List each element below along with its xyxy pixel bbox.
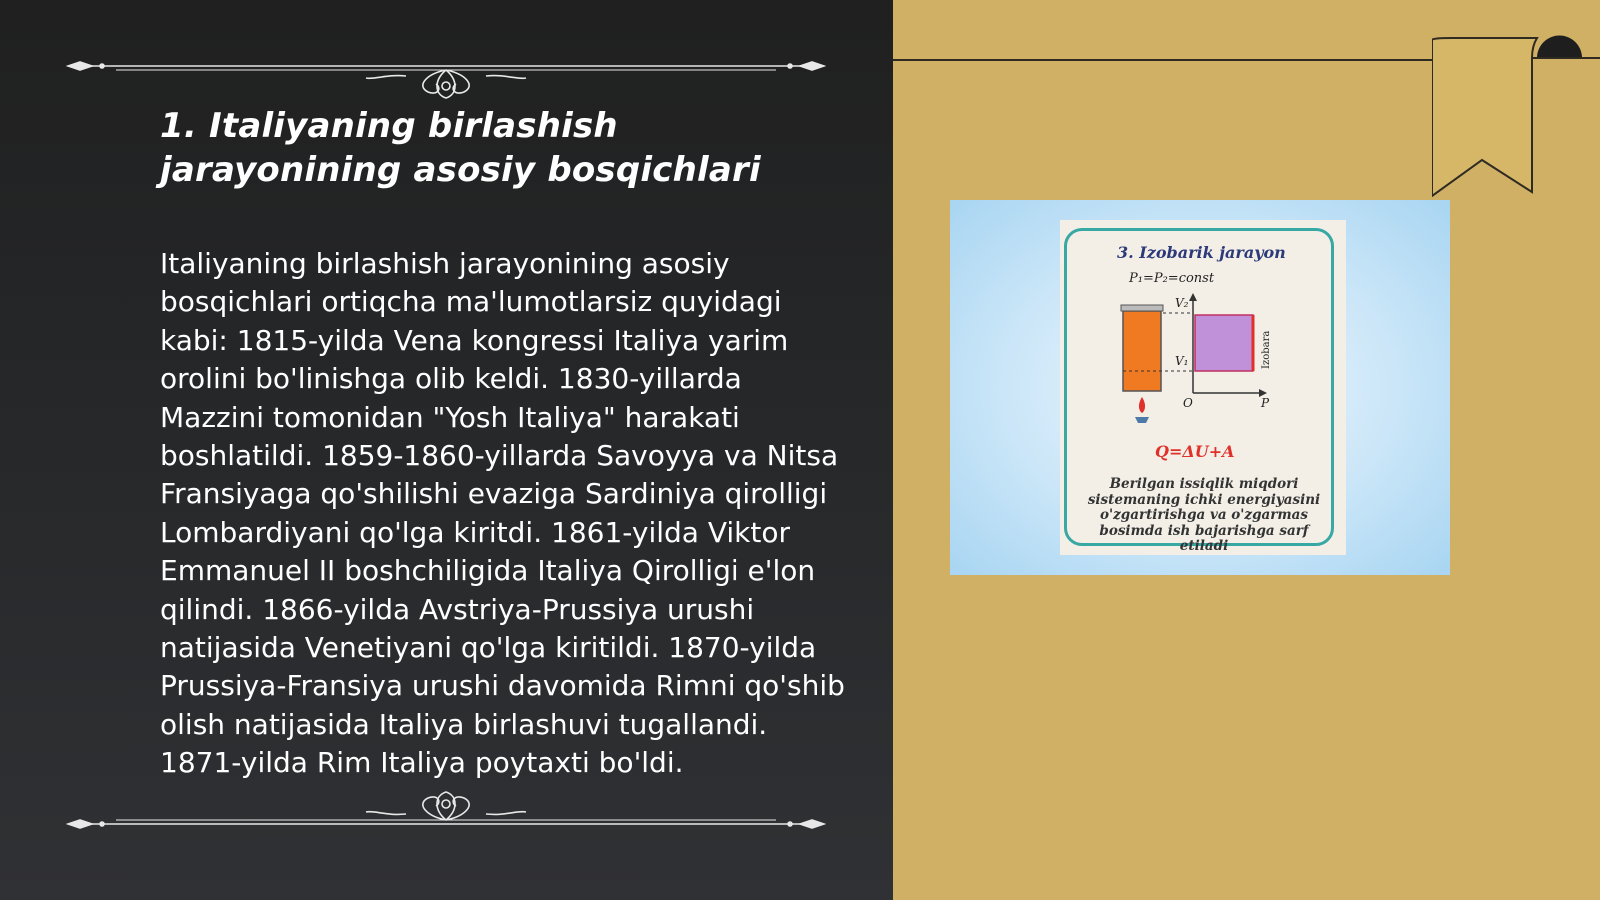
label-isobar: Izobara bbox=[1261, 330, 1272, 369]
label-p: P bbox=[1261, 396, 1270, 410]
burner-icon bbox=[1135, 417, 1149, 423]
figure-frame bbox=[1064, 228, 1334, 554]
figure-equation-heat: Q=ΔU+A bbox=[1155, 442, 1235, 461]
label-v1: V₁ bbox=[1175, 354, 1189, 368]
label-origin: O bbox=[1183, 396, 1193, 410]
figure-title: 3. Izobarik jarayon bbox=[1117, 243, 1286, 262]
figure-caption: Berilgan issiqlik miqdori sistemaning ichki energiyasini o'zgartirishga va o'zgarmas bosimda ish bajarishga sarf etiladi bbox=[1087, 476, 1321, 554]
slide-body-text: Italiyaning birlashish jarayonining asosiy bosqichlari ortiqcha ma'lumotlarsiz quyidagi kabi: 1815-yilda Vena kongressi Italiya yarim orolini bo'linishga olib keldi. 1830-yillarda Mazzini tomonidan "Yosh Italiya" harakati boshlatildi. 1859-1860-yillarda Savoyya va Nitsa Fransiyaga qo'shilishi evaziga Sardiniya qirolligi Lombardiyani qo'lga kiritdi. 1861-yilda Viktor Emmanuel II boshchiligida Italiya Qirolligi e'lon qilindi. 1866-yilda Avstriya-Prussiya urushi natijasida Venetiyani qo'lga kiritildi. 1870-yilda Prussiya-Fransiya urushi davomida Rimni qo'shib olish natijasida Italiya birlashuvi tugallandi. 1871-yilda Rim Italiya poytaxti bo'ldi. bbox=[160, 247, 845, 780]
piston bbox=[1121, 305, 1163, 311]
ornament-divider-bottom bbox=[66, 782, 826, 832]
flame-icon bbox=[1139, 397, 1145, 413]
header-rule bbox=[893, 59, 1440, 61]
slide-title: 1. Italiyaning birlashish jarayonining asosiy bosqichlari bbox=[160, 106, 761, 190]
work-area bbox=[1195, 315, 1253, 371]
bookmark-icon bbox=[1432, 30, 1600, 200]
figure-equation-pressure: P₁=P₂=const bbox=[1129, 271, 1215, 286]
isobaric-process-image bbox=[950, 200, 1450, 575]
label-v2: V₂ bbox=[1175, 296, 1189, 310]
isobaric-diagram bbox=[1117, 293, 1287, 438]
ornament-divider-top bbox=[66, 52, 826, 102]
cylinder bbox=[1123, 311, 1161, 391]
figure-card bbox=[1060, 220, 1346, 555]
